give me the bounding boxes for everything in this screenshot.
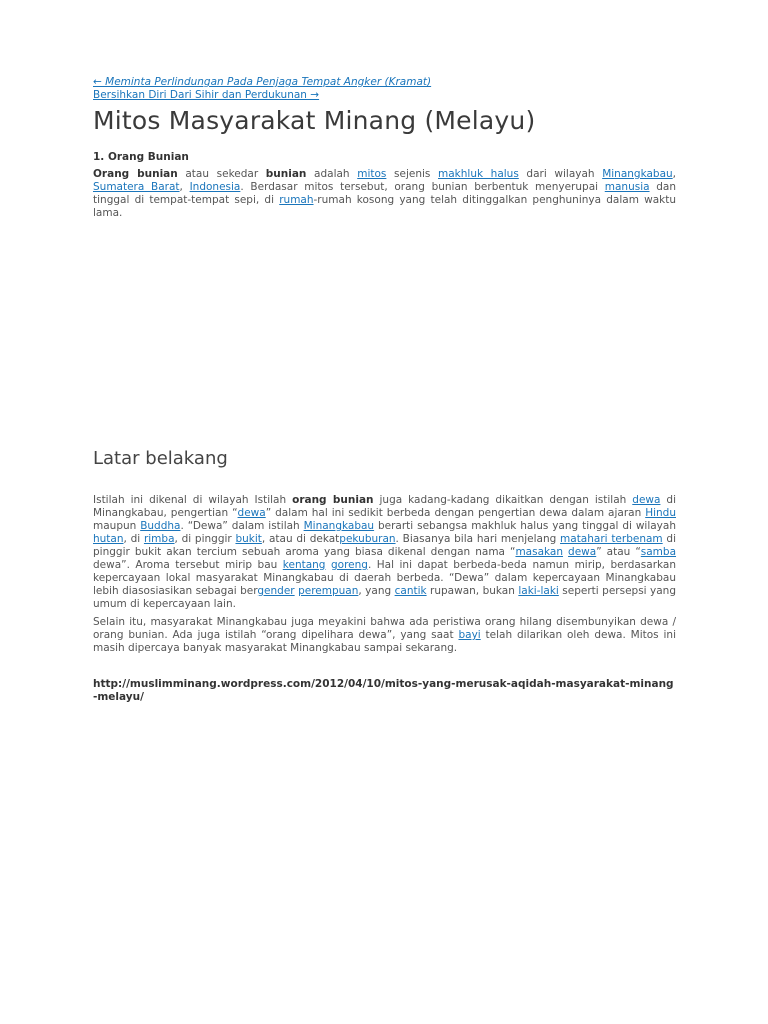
text: , bbox=[672, 168, 677, 180]
text: berarti sebangsa makhluk halus yang tinggal di wilayah bbox=[374, 520, 676, 532]
text: di pinggir bukit akan tercium sebuah aroma yang biasa dikenal dengan nama “ bbox=[93, 533, 676, 558]
text: ” atau “ bbox=[596, 546, 641, 558]
text: . Biasanya bila hari menjelang bbox=[395, 533, 561, 545]
next-post-link[interactable]: Bersihkan Diri Dari Sihir dan Perdukunan → bbox=[93, 89, 320, 101]
link-rumah[interactable]: rumah bbox=[279, 194, 314, 206]
text: . Berdasar mitos tersebut, orang bunian berbentuk menyerupai bbox=[240, 181, 605, 193]
text: . Hal ini dapat berbeda-beda namun mirip, berdasarkan kepercayaan lokal masyarakat Minangkabau di daerah berbeda. “Dewa” dalam kepercayaan Minangkabau lebih diasosiasikan sebagai ber bbox=[93, 559, 677, 597]
link-goreng[interactable]: goreng bbox=[330, 559, 368, 571]
text: seperti persepsi yang umum di kepercayaan lain. bbox=[93, 585, 677, 610]
link-gender[interactable]: gender bbox=[257, 585, 295, 597]
section-heading-orang-bunian: 1. Orang Bunian bbox=[93, 151, 189, 163]
text: ” dalam hal ini sedikit berbeda dengan pengertian dewa dalam ajaran bbox=[265, 507, 646, 519]
bold-term: orang bunian bbox=[292, 494, 374, 506]
text: Selain itu, masyarakat Minangkabau juga meyakini bahwa ada peristiwa orang hilang disembunyikan dewa / orang bunian. Ada juga istilah “orang dipelihara dewa”, yang saat bbox=[93, 616, 676, 641]
text: di Minangkabau, pengertian “ bbox=[93, 494, 677, 519]
link-samba[interactable]: samba bbox=[640, 546, 677, 558]
latar-belakang-paragraph-1 bbox=[93, 494, 676, 611]
text: . “Dewa” dalam istilah bbox=[180, 520, 304, 532]
text: adalah bbox=[306, 168, 358, 180]
text: rupawan, bukan bbox=[426, 585, 519, 597]
text: maupun bbox=[93, 520, 141, 532]
text: dewa”. Aroma tersebut mirip bau bbox=[93, 559, 283, 571]
link-dewa[interactable]: dewa bbox=[237, 507, 266, 519]
bold-term: bunian bbox=[265, 168, 307, 180]
link-dewa[interactable]: dewa bbox=[568, 546, 597, 558]
orang-bunian-paragraph bbox=[93, 168, 676, 220]
text: , yang bbox=[358, 585, 395, 597]
link-minangkabau[interactable]: Minangkabau bbox=[303, 520, 375, 532]
link-cantik[interactable]: cantik bbox=[394, 585, 427, 597]
link-mitos[interactable]: mitos bbox=[357, 168, 387, 180]
link-hindu[interactable]: Hindu bbox=[645, 507, 676, 519]
link-sumatera-barat[interactable]: Sumatera Barat bbox=[93, 181, 180, 193]
link-laki-laki[interactable]: laki-laki bbox=[518, 585, 559, 597]
text: , atau di dekat bbox=[261, 533, 340, 545]
previous-post-link[interactable]: ← Meminta Perlindungan Pada Penjaga Tempat Angker (Kramat) bbox=[93, 76, 432, 88]
text: dari wilayah bbox=[518, 168, 603, 180]
text: sejenis bbox=[386, 168, 438, 180]
bold-term: Orang bunian bbox=[93, 168, 178, 180]
link-rimba[interactable]: rimba bbox=[143, 533, 175, 545]
link-pekuburan[interactable]: pekuburan bbox=[339, 533, 396, 545]
link-kentang[interactable]: kentang bbox=[282, 559, 326, 571]
text: , bbox=[179, 181, 190, 193]
text: juga kadang-kadang dikaitkan dengan istilah bbox=[373, 494, 633, 506]
article bbox=[93, 76, 676, 704]
text: Istilah ini dikenal di wilayah Istilah bbox=[93, 494, 293, 506]
text: telah dilarikan oleh dewa. Mitos ini masih dipercaya banyak masyarakat Minangkabau sampai sekarang. bbox=[93, 629, 676, 654]
text: , di bbox=[123, 533, 144, 545]
link-bayi[interactable]: bayi bbox=[458, 629, 481, 641]
link-bukit[interactable]: bukit bbox=[235, 533, 262, 545]
link-manusia[interactable]: manusia bbox=[604, 181, 650, 193]
link-dewa[interactable]: dewa bbox=[632, 494, 661, 506]
source-url: http://muslimminang.wordpress.com/2012/04/10/mitos-yang-merusak-aqidah-masyarakat-minang-melayu/ bbox=[93, 678, 674, 703]
page-title: Mitos Masyarakat Minang (Melayu) bbox=[93, 106, 536, 135]
link-masakan[interactable]: masakan bbox=[515, 546, 564, 558]
latar-belakang-paragraph-2 bbox=[93, 616, 676, 655]
link-matahari-terbenam[interactable]: matahari terbenam bbox=[560, 533, 663, 545]
link-hutan[interactable]: hutan bbox=[93, 533, 124, 545]
text: atau sekedar bbox=[177, 168, 266, 180]
link-buddha[interactable]: Buddha bbox=[140, 520, 181, 532]
text: , di pinggir bbox=[174, 533, 236, 545]
section-heading-latar-belakang: Latar belakang bbox=[93, 448, 228, 469]
link-indonesia[interactable]: Indonesia bbox=[189, 181, 241, 193]
text: dan tinggal di tempat-tempat sepi, di bbox=[93, 181, 677, 206]
blank-space bbox=[93, 220, 676, 447]
text: -rumah kosong yang telah ditinggalkan penghuninya dalam waktu lama. bbox=[93, 194, 676, 219]
link-minangkabau[interactable]: Minangkabau bbox=[602, 168, 673, 180]
link-perempuan[interactable]: perempuan bbox=[298, 585, 359, 597]
link-makhluk-halus[interactable]: makhluk halus bbox=[438, 168, 519, 180]
